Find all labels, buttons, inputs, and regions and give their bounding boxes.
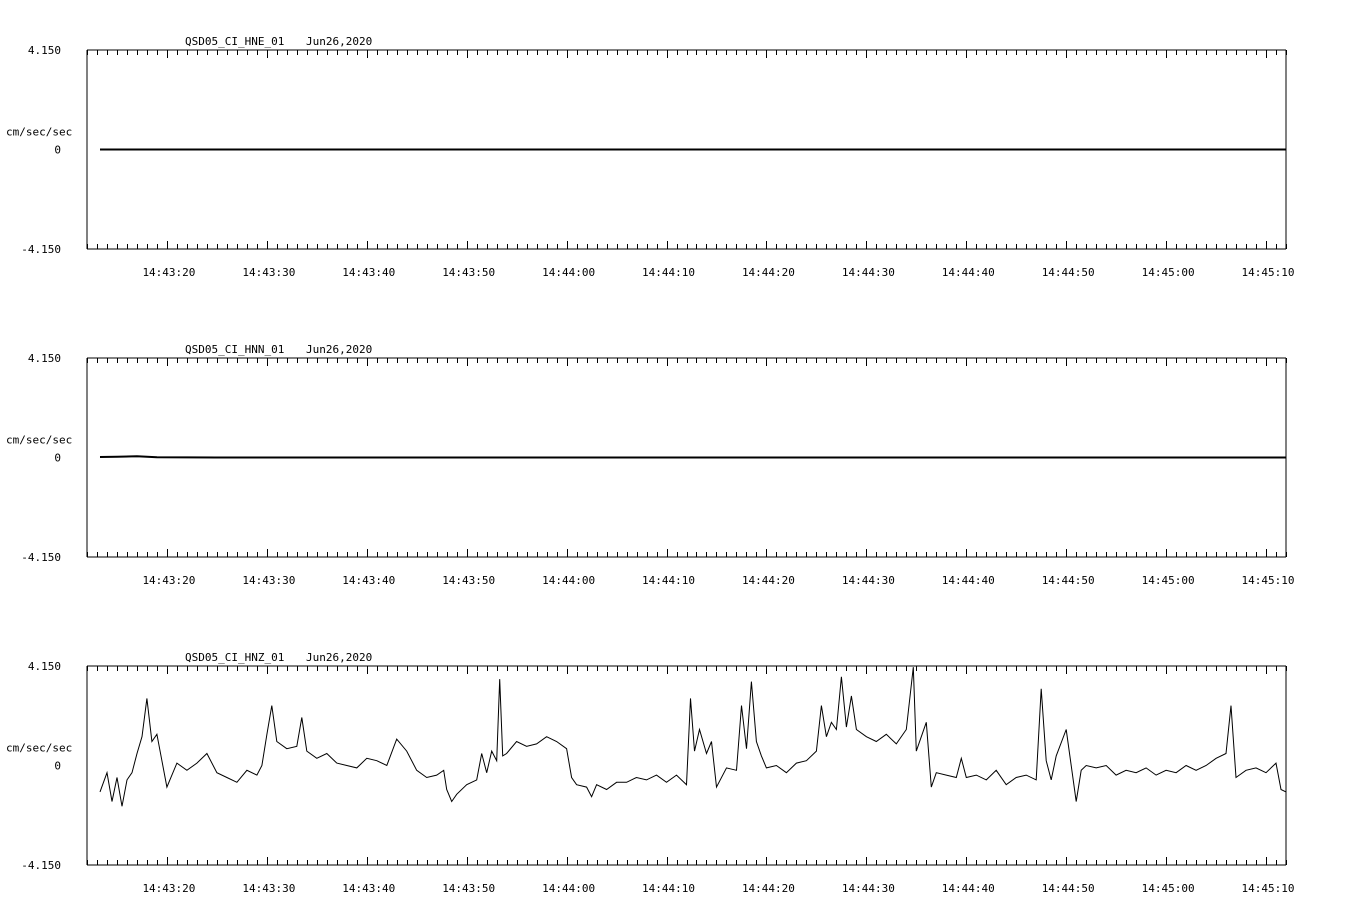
x-tick-label: 14:43:40 xyxy=(342,266,396,279)
x-tick-label: 14:44:00 xyxy=(542,574,596,587)
x-tick-label: 14:43:30 xyxy=(242,266,296,279)
y-axis-label: cm/sec/sec xyxy=(6,125,73,139)
y-tick-label: 4.150 xyxy=(27,660,61,673)
x-tick-label: 14:43:20 xyxy=(142,266,196,279)
chart-panel-3 xyxy=(6,651,1295,895)
x-tick-label: 14:44:40 xyxy=(941,574,995,587)
y-tick-label: 4.150 xyxy=(27,352,61,365)
chart-date: Jun26,2020 xyxy=(306,651,373,664)
chart-date: Jun26,2020 xyxy=(306,343,373,356)
x-tick-label: 14:45:00 xyxy=(1141,882,1195,895)
y-tick-label: 0 xyxy=(54,759,61,773)
x-tick-label: 14:45:00 xyxy=(1141,574,1195,587)
x-tick-label: 14:43:40 xyxy=(342,574,396,587)
x-tick-label: 14:43:50 xyxy=(442,882,496,895)
x-tick-label: 14:44:20 xyxy=(741,574,795,587)
y-axis-label: cm/sec/sec xyxy=(6,433,73,447)
chart-title: QSD05_CI_HNZ_01 xyxy=(185,651,285,664)
x-tick-label: 14:44:40 xyxy=(941,882,995,895)
x-tick-label: 14:44:50 xyxy=(1041,574,1095,587)
x-tick-label: 14:45:00 xyxy=(1141,266,1195,279)
chart-panel-2 xyxy=(6,343,1295,587)
x-tick-label: 14:44:00 xyxy=(542,266,596,279)
y-axis-label: cm/sec/sec xyxy=(6,741,73,755)
x-tick-label: 14:43:20 xyxy=(142,574,196,587)
x-tick-label: 14:43:40 xyxy=(342,882,396,895)
x-tick-label: 14:44:10 xyxy=(642,882,696,895)
x-tick-label: 14:44:10 xyxy=(642,266,696,279)
x-tick-label: 14:44:30 xyxy=(841,574,895,587)
x-tick-label: 14:44:50 xyxy=(1041,882,1095,895)
x-tick-label: 14:43:20 xyxy=(142,882,196,895)
y-tick-label: -4.150 xyxy=(21,243,61,256)
chart-title: QSD05_CI_HNE_01 xyxy=(185,35,285,48)
x-tick-label: 14:44:30 xyxy=(841,882,895,895)
x-tick-label: 14:45:10 xyxy=(1241,882,1295,895)
x-tick-label: 14:43:50 xyxy=(442,266,496,279)
x-tick-label: 14:44:20 xyxy=(741,266,795,279)
y-tick-label: -4.150 xyxy=(21,551,61,564)
y-tick-label: -4.150 xyxy=(21,859,61,872)
x-tick-label: 14:43:30 xyxy=(242,574,296,587)
chart-panel-1 xyxy=(6,35,1295,279)
chart-date: Jun26,2020 xyxy=(306,35,373,48)
x-tick-label: 14:43:30 xyxy=(242,882,296,895)
x-tick-label: 14:44:10 xyxy=(642,574,696,587)
y-tick-label: 4.150 xyxy=(27,44,61,57)
x-tick-label: 14:44:00 xyxy=(542,882,596,895)
y-tick-label: 0 xyxy=(54,451,61,465)
x-tick-label: 14:45:10 xyxy=(1241,266,1295,279)
x-tick-label: 14:44:50 xyxy=(1041,266,1095,279)
x-tick-label: 14:44:30 xyxy=(841,266,895,279)
waveform-line xyxy=(100,667,1286,806)
x-tick-label: 14:45:10 xyxy=(1241,574,1295,587)
y-tick-label: 0 xyxy=(54,143,61,157)
x-tick-label: 14:44:40 xyxy=(941,266,995,279)
x-tick-label: 14:43:50 xyxy=(442,574,496,587)
x-tick-label: 14:44:20 xyxy=(741,882,795,895)
chart-title: QSD05_CI_HNN_01 xyxy=(185,343,285,356)
waveform-line xyxy=(100,456,1286,457)
